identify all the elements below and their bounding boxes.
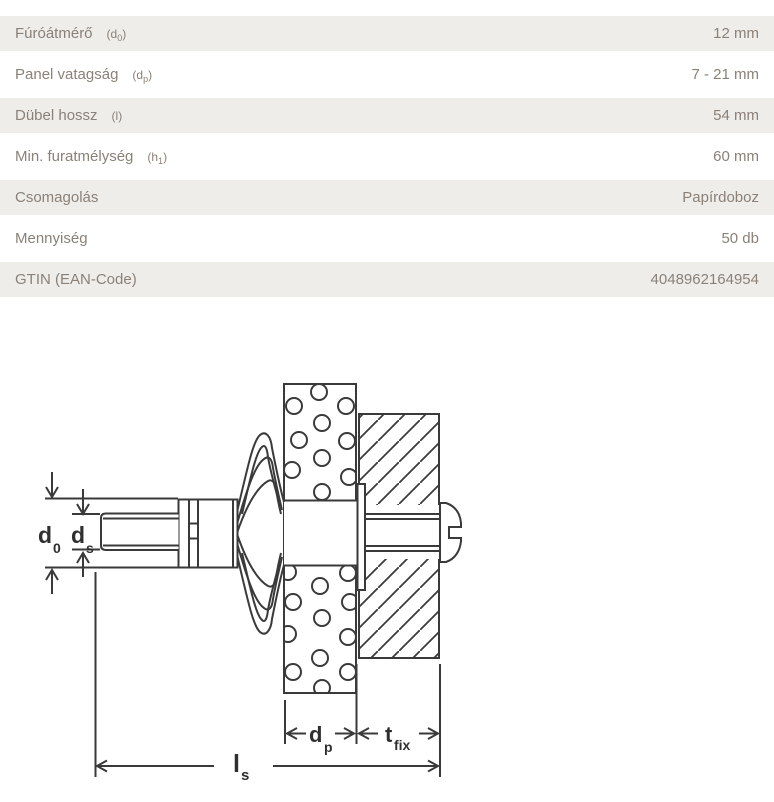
- diagram-label-ds-sub: s: [86, 540, 94, 556]
- spec-label: Dübel hossz: [15, 107, 98, 124]
- spec-row-quantity: [0, 218, 774, 259]
- spec-label: Panel vatagság: [15, 66, 119, 83]
- diagram-label-dp-sub: p: [324, 739, 333, 755]
- product-spec-table: [0, 13, 774, 300]
- diagram-label-d0-sub: 0: [53, 540, 61, 556]
- expansion-arms-top: [237, 433, 284, 533]
- diagram-label-ds: d: [71, 522, 86, 548]
- spec-symbol: $(d_0)$: [106, 26, 127, 43]
- bolt-shank: [101, 514, 179, 551]
- spec-label: GTIN (EAN-Code): [15, 271, 137, 288]
- diagram-label-dp: d: [309, 722, 323, 747]
- diagram-label-ls-sub: s: [241, 767, 250, 784]
- spec-symbol: $(h_1)$: [147, 149, 168, 166]
- anchor-collar: [179, 500, 238, 568]
- spec-row-packaging: [0, 177, 774, 218]
- screw-head: [440, 503, 461, 562]
- diagram-label-d0: d: [38, 522, 53, 548]
- anchor-flange: [358, 484, 366, 590]
- diagram-label-tfix: t: [385, 722, 393, 747]
- installation-diagram: [0, 300, 774, 797]
- ls-dimension: [97, 761, 438, 772]
- anchor-sleeve-through-panel: [284, 501, 357, 565]
- diagram-label-tfix-sub: fix: [394, 737, 411, 753]
- anchor-cross-section-drawing: [0, 300, 774, 797]
- spec-label: Fúróátmérő: [15, 25, 93, 42]
- spec-label: Csomagolás: [15, 189, 99, 206]
- spec-value: 4048962164954: [650, 271, 759, 288]
- diagram-label-ls: l: [233, 750, 240, 778]
- spec-value: 60 mm: [713, 148, 759, 165]
- spec-row-gtin: [0, 259, 774, 300]
- spec-symbol: (l): [111, 108, 123, 123]
- spec-value: Papírdoboz: [682, 189, 759, 206]
- spec-value: 50 db: [721, 230, 759, 247]
- spec-row-anchor-length: [0, 95, 774, 136]
- expansion-arms-bottom: [237, 534, 284, 634]
- spec-row-drill-diameter: [0, 13, 774, 54]
- spec-label: Mennyiség: [15, 230, 88, 247]
- spec-label: Min. furatmélység: [15, 148, 134, 165]
- spec-row-panel-thickness: [0, 54, 774, 95]
- spec-value: 54 mm: [713, 107, 759, 124]
- spec-symbol: $(d_p)$: [132, 67, 153, 84]
- spec-value: 12 mm: [713, 25, 759, 42]
- spec-row-min-hole-depth: [0, 136, 774, 177]
- spec-value: 7 - 21 mm: [691, 66, 759, 83]
